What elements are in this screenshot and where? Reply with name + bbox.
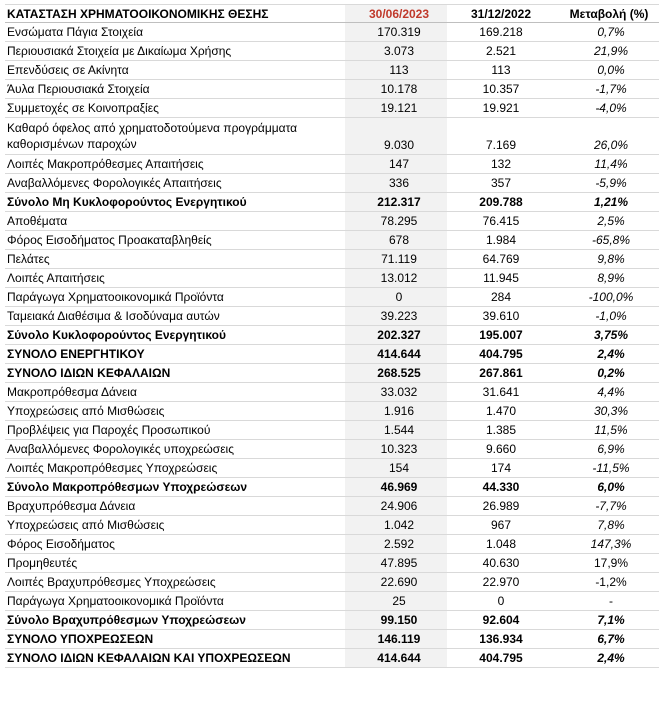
value-30-06-2023: 24.906: [345, 497, 447, 515]
value-30-06-2023: 22.690: [345, 573, 447, 591]
table-row: [5, 231, 659, 250]
row-label: Υποχρεώσεις από Μισθώσεις: [7, 404, 165, 418]
row-label: Καθαρό όφελος από χρηματοδοτούμενα προγράμματα καθορισμένων παροχών: [7, 121, 298, 151]
row-label: Ενσώματα Πάγια Στοιχεία: [7, 25, 144, 39]
row-label: Μακροπρόθεσμα Δάνεια: [7, 385, 137, 399]
value-31-12-2022: 195.007: [479, 328, 523, 342]
value-31-12-2022: 284: [490, 290, 512, 304]
value-31-12-2022: 39.610: [482, 309, 520, 323]
change-percent: -5,9%: [595, 176, 627, 190]
row-label: ΣΥΝΟΛΟ ΙΔΙΩΝ ΚΕΦΑΛΑΙΩΝ ΚΑΙ ΥΠΟΧΡΕΩΣΕΩΝ: [7, 651, 291, 665]
value-30-06-2023: 71.119: [345, 250, 447, 268]
value-31-12-2022: 44.330: [482, 480, 520, 494]
row-label: Σύνολο Μακροπρόθεσμων Υποχρεώσεων: [7, 480, 248, 494]
value-30-06-2023: 202.327: [345, 326, 447, 344]
value-30-06-2023: 47.895: [345, 554, 447, 572]
value-31-12-2022: 404.795: [479, 651, 523, 665]
value-30-06-2023: 678: [345, 231, 447, 249]
table-row: [5, 459, 659, 478]
table-row: [5, 193, 659, 212]
row-label: Άυλα Περιουσιακά Στοιχεία: [7, 82, 150, 96]
row-label: Λοιπές Μακροπρόθεσμες Απαιτήσεις: [7, 157, 204, 171]
table-row: [5, 497, 659, 516]
row-label: Αναβαλλόμενες Φορολογικές Απαιτήσεις: [7, 176, 222, 190]
value-31-12-2022: 967: [490, 518, 512, 532]
table-row: [5, 573, 659, 592]
value-31-12-2022: 1.385: [485, 423, 517, 437]
header-period-current: 30/06/2023: [345, 5, 447, 22]
value-30-06-2023: 46.969: [345, 478, 447, 496]
value-30-06-2023: 2.592: [345, 535, 447, 553]
table-row: [5, 118, 659, 155]
value-31-12-2022: 1.984: [485, 233, 517, 247]
value-30-06-2023: 268.525: [345, 364, 447, 382]
table-row: [5, 326, 659, 345]
value-31-12-2022: 357: [490, 176, 512, 190]
value-30-06-2023: 1.042: [345, 516, 447, 534]
change-percent: 0,7%: [597, 25, 625, 39]
change-percent: 1,21%: [593, 195, 629, 209]
change-percent: -1,7%: [595, 82, 627, 96]
table-row: [5, 307, 659, 326]
change-percent: 8,9%: [597, 271, 625, 285]
row-label: Σύνολο Βραχυπρόθεσμων Υποχρεώσεων: [7, 613, 246, 627]
header-change: Μεταβολή (%): [569, 6, 649, 21]
value-30-06-2023: 19.121: [345, 99, 447, 117]
value-30-06-2023: 25: [345, 592, 447, 610]
value-31-12-2022: 64.769: [482, 252, 520, 266]
table-row: [5, 42, 659, 61]
row-label: Αποθέματα: [7, 214, 68, 228]
value-30-06-2023: 154: [345, 459, 447, 477]
value-30-06-2023: 99.150: [345, 611, 447, 629]
value-30-06-2023: 39.223: [345, 307, 447, 325]
row-label: Προβλέψεις για Παροχές Προσωπικού: [7, 423, 211, 437]
change-percent: -1,2%: [595, 575, 627, 589]
row-label: Αναβαλλόμενες Φορολογικές υποχρεώσεις: [7, 442, 235, 456]
table-row: [5, 250, 659, 269]
table-row: [5, 478, 659, 497]
row-label: Συμμετοχές σε Κοινοπραξίες: [7, 101, 159, 115]
value-30-06-2023: 336: [345, 174, 447, 192]
table-row: [5, 80, 659, 99]
value-31-12-2022: 10.357: [482, 82, 520, 96]
financial-position-table: [5, 4, 659, 668]
change-percent: 4,4%: [597, 385, 625, 399]
change-percent: 7,1%: [597, 613, 625, 627]
change-percent: -7,7%: [595, 499, 627, 513]
change-percent: -11,5%: [592, 461, 630, 475]
value-30-06-2023: 113: [345, 61, 447, 79]
change-percent: 2,4%: [597, 651, 625, 665]
row-label: Περιουσιακά Στοιχεία με Δικαίωμα Χρήσης: [7, 44, 232, 58]
row-label: Φόρος Εισοδήματος: [7, 537, 115, 551]
table-row: [5, 155, 659, 174]
value-30-06-2023: 170.319: [345, 23, 447, 41]
change-percent: 21,9%: [593, 44, 629, 58]
value-31-12-2022: 76.415: [482, 214, 520, 228]
value-31-12-2022: 2.521: [485, 44, 517, 58]
row-label: Λοιπές Απαιτήσεις: [7, 271, 105, 285]
value-31-12-2022: 92.604: [482, 613, 520, 627]
table-row: [5, 402, 659, 421]
table-row: [5, 630, 659, 649]
value-31-12-2022: 9.660: [485, 442, 517, 456]
value-31-12-2022: 136.934: [479, 632, 523, 646]
change-percent: 30,3%: [593, 404, 629, 418]
value-30-06-2023: 10.178: [345, 80, 447, 98]
value-31-12-2022: 31.641: [482, 385, 520, 399]
change-percent: -4,0%: [595, 101, 627, 115]
table-row: [5, 440, 659, 459]
value-31-12-2022: 19.921: [482, 101, 520, 115]
change-percent: 0,0%: [597, 63, 625, 77]
row-label: Λοιπές Μακροπρόθεσμες Υποχρεώσεις: [7, 461, 218, 475]
value-31-12-2022: 0: [497, 594, 505, 608]
table-header-row: [5, 4, 659, 23]
value-30-06-2023: 9.030: [345, 118, 447, 154]
value-31-12-2022: 267.861: [479, 366, 523, 380]
change-percent: 6,9%: [597, 442, 625, 456]
row-label: Παράγωγα Χρηματοοικονομικά Προϊόντα: [7, 290, 224, 304]
table-row: [5, 383, 659, 402]
value-31-12-2022: 7.169: [485, 138, 517, 152]
row-label: Βραχυπρόθεσμα Δάνεια: [7, 499, 136, 513]
table-row: [5, 174, 659, 193]
value-30-06-2023: 78.295: [345, 212, 447, 230]
value-30-06-2023: 1.544: [345, 421, 447, 439]
table-body: [5, 23, 659, 668]
row-label: Υποχρεώσεις από Μισθώσεις: [7, 518, 165, 532]
change-percent: 26,0%: [593, 138, 629, 152]
change-percent: -65,8%: [591, 233, 631, 247]
value-31-12-2022: 209.788: [479, 195, 523, 209]
value-30-06-2023: 414.644: [345, 345, 447, 363]
change-percent: 7,8%: [597, 518, 625, 532]
change-percent: -100,0%: [588, 290, 634, 304]
row-label: Πελάτες: [7, 252, 50, 266]
value-30-06-2023: 414.644: [345, 649, 447, 667]
value-30-06-2023: 13.012: [345, 269, 447, 287]
row-label: Λοιπές Βραχυπρόθεσμες Υποχρεώσεις: [7, 575, 216, 589]
value-31-12-2022: 1.470: [485, 404, 517, 418]
table-row: [5, 23, 659, 42]
header-title: ΚΑΤΑΣΤΑΣΗ ΧΡΗΜΑΤΟΟΙΚΟΝΟΜΙΚΗΣ ΘΕΣΗΣ: [7, 6, 269, 21]
row-label: ΣΥΝΟΛΟ ΥΠΟΧΡΕΩΣΕΩΝ: [7, 632, 154, 646]
value-31-12-2022: 1.048: [485, 537, 517, 551]
value-31-12-2022: 132: [490, 157, 512, 171]
change-percent: 2,4%: [597, 347, 625, 361]
value-30-06-2023: 146.119: [345, 630, 447, 648]
value-31-12-2022: 404.795: [479, 347, 523, 361]
change-percent: 17,9%: [593, 556, 629, 570]
value-30-06-2023: 147: [345, 155, 447, 173]
value-31-12-2022: 26.989: [482, 499, 520, 513]
header-period-prior: 31/12/2022: [470, 6, 532, 21]
table-row: [5, 288, 659, 307]
row-label: Σύνολο Μη Κυκλοφορούντος Ενεργητικού: [7, 195, 247, 209]
change-percent: 9,8%: [597, 252, 625, 266]
change-percent: 147,3%: [590, 537, 632, 551]
change-percent: 2,5%: [597, 214, 625, 228]
change-percent: 6,7%: [597, 632, 625, 646]
row-label: Φόρος Εισοδήματος Προακαταβληθείς: [7, 233, 212, 247]
value-30-06-2023: 0: [345, 288, 447, 306]
change-percent: -1,0%: [595, 309, 627, 323]
row-label: ΣΥΝΟΛΟ ΕΝΕΡΓΗΤΙΚΟΥ: [7, 347, 145, 361]
table-row: [5, 364, 659, 383]
row-label: ΣΥΝΟΛΟ ΙΔΙΩΝ ΚΕΦΑΛΑΙΩΝ: [7, 366, 171, 380]
value-30-06-2023: 10.323: [345, 440, 447, 458]
value-31-12-2022: 113: [491, 63, 511, 77]
value-30-06-2023: 33.032: [345, 383, 447, 401]
change-percent: 11,5%: [594, 423, 628, 437]
value-31-12-2022: 22.970: [482, 575, 520, 589]
change-percent: 11,4%: [594, 157, 628, 171]
table-row: [5, 421, 659, 440]
row-label: Ταμειακά Διαθέσιμα & Ισοδύναμα αυτών: [7, 309, 220, 323]
table-row: [5, 212, 659, 231]
value-30-06-2023: 3.073: [345, 42, 447, 60]
row-label: Παράγωγα Χρηματοοικονομικά Προϊόντα: [7, 594, 224, 608]
change-percent: -: [609, 594, 613, 608]
value-30-06-2023: 1.916: [345, 402, 447, 420]
table-row: [5, 535, 659, 554]
table-row: [5, 592, 659, 611]
table-row: [5, 611, 659, 630]
table-row: [5, 516, 659, 535]
value-31-12-2022: 169.218: [479, 25, 523, 39]
row-label: Προμηθευτές: [7, 556, 78, 570]
value-30-06-2023: 212.317: [345, 193, 447, 211]
table-row: [5, 61, 659, 80]
change-percent: 6,0%: [597, 480, 625, 494]
table-row: [5, 269, 659, 288]
value-31-12-2022: 11.945: [483, 271, 519, 285]
row-label: Σύνολο Κυκλοφορούντος Ενεργητικού: [7, 328, 226, 342]
table-row: [5, 554, 659, 573]
table-row: [5, 99, 659, 118]
table-row: [5, 345, 659, 364]
table-row: [5, 649, 659, 668]
change-percent: 3,75%: [593, 328, 629, 342]
change-percent: 0,2%: [597, 366, 625, 380]
value-31-12-2022: 174: [490, 461, 512, 475]
value-31-12-2022: 40.630: [482, 556, 520, 570]
row-label: Επενδύσεις σε Ακίνητα: [7, 63, 129, 77]
